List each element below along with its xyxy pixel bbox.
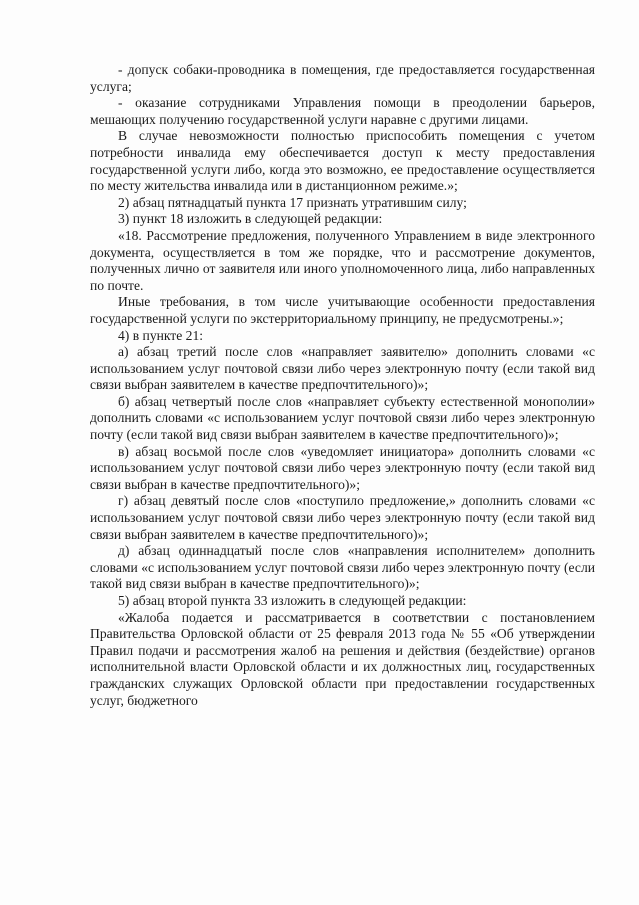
paragraph-item-3: 3) пункт 18 изложить в следующей редакции: bbox=[118, 211, 383, 227]
paragraph-subitem-d: д) абзац одиннадцатый после слов «направления исполнителем» дополнить словами «с использованием услуг почтовой связи либо через электронную почту (если такой вид связи выбран в качестве предпочтительного)»; bbox=[90, 543, 595, 592]
paragraph-other-requirements: Иные требования, в том числе учитывающие особенности предоставления государственной услуги по экстерриториальному принципу, не предусмотрены.»; bbox=[90, 294, 595, 326]
paragraph-subitem-g: г) абзац девятый после слов «поступило предложение,» дополнить словами «с использованием услуг почтовой связи либо через электронную почту (если такой вид связи выбран заявителем в качестве предпочтительного)»; bbox=[90, 493, 595, 542]
paragraph-subitem-v: в) абзац восьмой после слов «уведомляет инициатора» дополнить словами «с использованием услуг почтовой связи либо через электронную почту (если такой вид связи выбран в качестве предпочтительного)»; bbox=[90, 443, 595, 492]
paragraph-item-4: 4) в пункте 21: bbox=[118, 327, 204, 343]
paragraph-subitem-a: а) абзац третий после слов «направляет заявителю» дополнить словами «с использованием услуг почтовой связи либо через электронную почту (если такой вид связи выбран заявителем в качестве предпочтительного)»; bbox=[90, 344, 595, 393]
paragraph-staff-assistance: - оказание сотрудниками Управления помощи в преодолении барьеров, мешающих получению государственной услуги наравне с другими лицами. bbox=[90, 95, 595, 127]
paragraph-premises-access: В случае невозможности полностью приспособить помещения с учетом потребности инвалида ему обеспечивается доступ к месту предоставления государственной услуги либо, когда это возможно, ее предоставление осуществляется по месту жительства инвалида или в дистанционном режиме.»; bbox=[90, 128, 595, 194]
paragraph-subitem-b: б) абзац четвертый после слов «направляет субъекту естественной монополии» дополнить словами «с использованием услуг почтовой связи либо через электронную почту (если такой вид связи выбран заявителем в качестве предпочтительного)»; bbox=[90, 393, 595, 443]
paragraph-complaint: «Жалоба подается и рассматривается в соответствии с постановлением Правительства Орловской области от 25 февраля 2013 года № 55 «Об утверждении Правил подачи и рассмотрения жалоб на решения и действия (бездействие) органов исполнительной власти Орловской области и их должностных лиц, государственных гражданских служащих Орловской области при предоставлении государственных услуг, бюджетного bbox=[90, 609, 595, 708]
paragraph-clause-18: «18. Рассмотрение предложения, полученного Управлением в виде электронного документа, осуществляется в том же порядке, что и рассмотрение документов, полученных лично от заявителя или иного уполномоченного лица, либо направленных по почте. bbox=[90, 227, 595, 293]
paragraph-item-5: 5) абзац второй пункта 33 изложить в следующей редакции: bbox=[118, 593, 467, 608]
paragraph-item-2: 2) абзац пятнадцатый пункта 17 признать утратившим силу; bbox=[118, 194, 467, 210]
paragraph-guide-dog: - допуск собаки-проводника в помещения, где предоставляется государственная услуга; bbox=[90, 62, 595, 94]
